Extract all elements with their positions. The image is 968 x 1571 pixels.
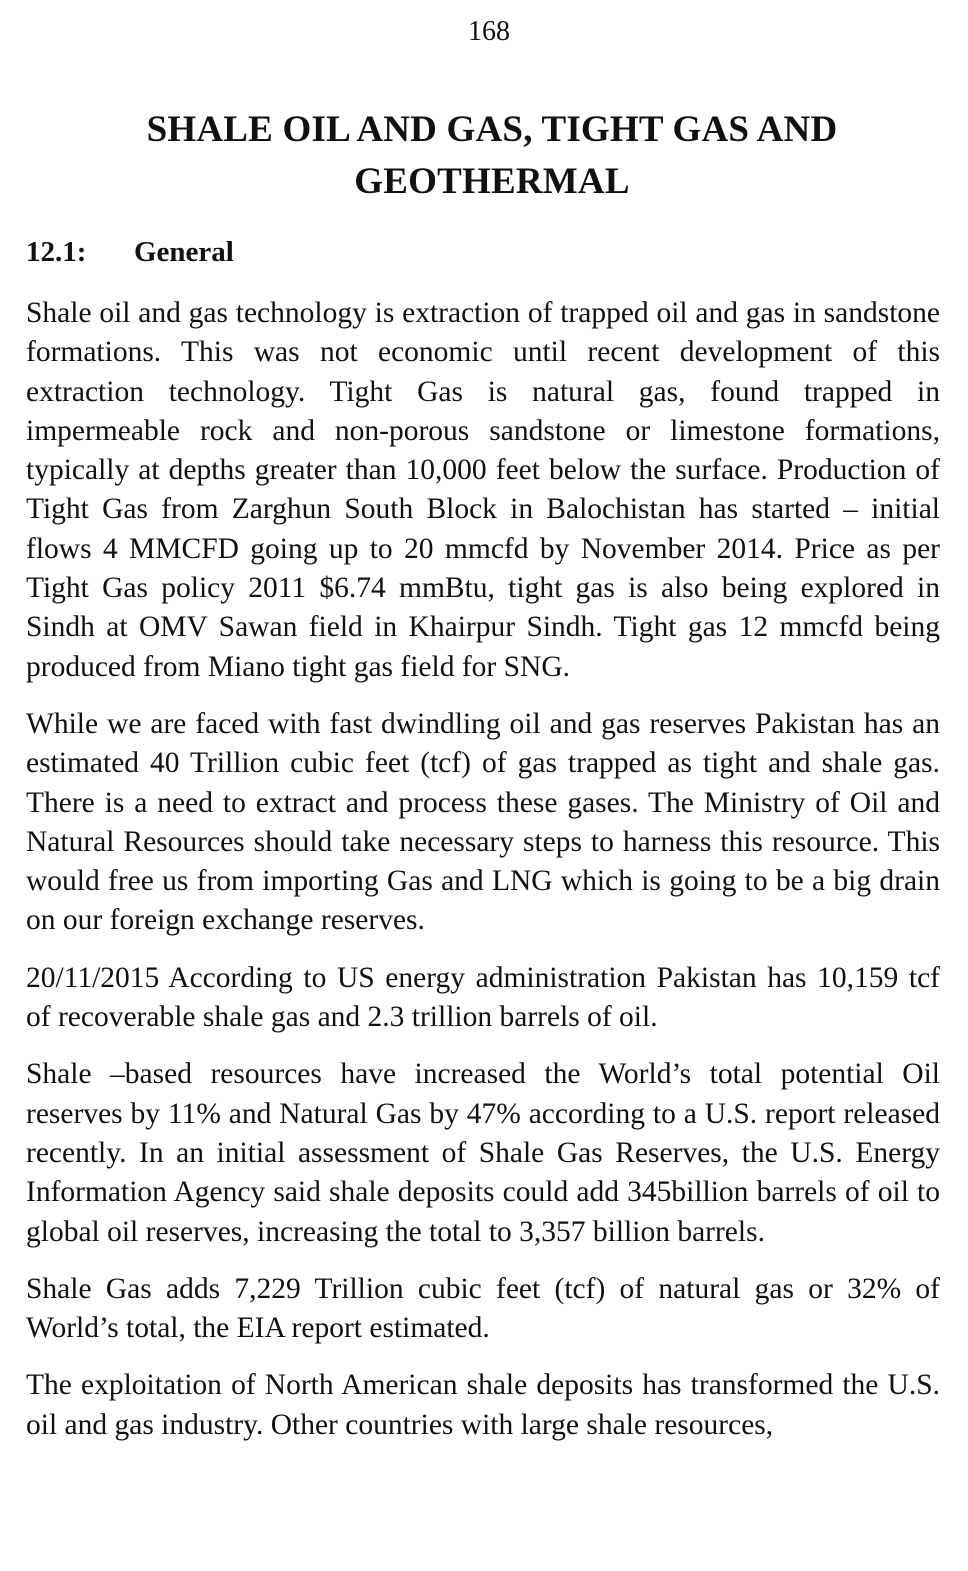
paragraph-north-american-shale: The exploitation of North American shale deposits has transformed the U.S. oil and gas industry. Other countries with large shale resources,	[26, 1369, 940, 1441]
section-title: General	[134, 236, 234, 268]
section-number: 12.1:	[26, 236, 87, 268]
chapter-title-line-2: GEOTHERMAL	[354, 161, 630, 202]
chapter-title-line-1: SHALE OIL AND GAS, TIGHT GAS AND	[146, 109, 838, 150]
paragraph-us-energy-administration: 20/11/2015 According to US energy administration Pakistan has 10,159 tcf of recoverable shale gas and 2.3 trillion barrels of oil.	[26, 961, 940, 1034]
paragraph-shale-tight-gas-overview: Shale oil and gas technology is extraction of trapped oil and gas in sandstone formations. This was not economic until recent development of this extraction technology. Tight Gas is natural gas, found trapped in impermeable rock and non-porous sandstone or limestone formations, typically at depths greater than 10,000 feet below the surface. Production of Tight Gas from Zarghun South Block in Balochistan has started – initial flows 4 MMCFD going up to 20 mmcfd by November 2014. Price as per Tight Gas policy 2011 $6.74 mmBtu, tight gas is also being explored in Sindh at OMV Sawan field in Khairpur Sindh. Tight gas 12 mmcfd being produced from Miano tight gas field for SNG.	[26, 297, 940, 683]
paragraph-world-oil-reserves: Shale –based resources have increased the World’s total potential Oil reserves by 11% and Natural Gas by 47% according to a U.S. report released recently. In an initial assessment of Shale Gas Reserves, the U.S. Energy Information Agency said shale deposits could add 345billion barrels of oil to global oil reserves, increasing the total to 3,357 billion barrels.	[26, 1058, 940, 1248]
chapter-title	[44, 104, 940, 208]
paragraph-pakistan-reserves: While we are faced with fast dwindling oil and gas reserves Pakistan has an estimated 40 Trillion cubic feet (tcf) of gas trapped as tight and shale gas. There is a need to extract and process these gases. The Ministry of Oil and Natural Resources should take necessary steps to harness this resource. This would free us from importing Gas and LNG which is going to be a big drain on our foreign exchange reserves.	[26, 707, 940, 937]
paragraph-shale-gas-total: Shale Gas adds 7,229 Trillion cubic feet (tcf) of natural gas or 32% of World’s total, the EIA report estimated.	[26, 1272, 940, 1345]
section-heading	[26, 238, 940, 267]
page-number: 168	[468, 16, 510, 47]
